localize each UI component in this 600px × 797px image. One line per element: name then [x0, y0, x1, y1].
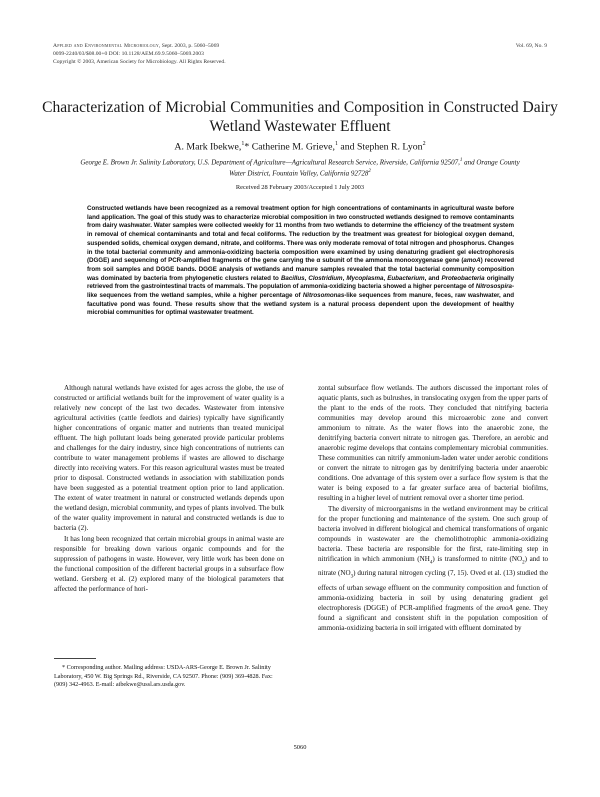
journal-name: Applied and Environmental Microbiology [53, 43, 159, 49]
journal-header [53, 42, 547, 67]
body-paragraph: zontal subsurface flow wetlands. The authors discussed the important roles of aquatic plants, such as bulrushes, in translocating oxygen from the upper parts of the plant to the ends of the roots. They concluded that nitrifying bacteria communities may develop around this microaerobic zone and convert ammonium to nitrate. As the water flows into the anaerobic zone, the denitrifying bacteria convert nitrate to nitrogen gas. Therefore, an aerobic and anaerobic regime develops that contains complementary microbial communities. These communities can nitrify ammonium-laden water under aerobic conditions or convert the nitrate to nitrogen gas by denitrifying bacteria under anaerobic conditions. One advantage of this system over a surface flow system is that the water is being exposed to a far greater surface area of bacterial biofilms, resulting in a higher level of nutrient removal over a shorter time period. [318, 384, 548, 502]
body-column-left [54, 383, 284, 594]
corresponding-author-footnote: * Corresponding author. Mailing address: USDA-ARS-George E. Brown Jr. Salinity Laboratory, 450 W. Big Springs Rd., Riverside, CA 92507. Phone: (909) 369-4828. Fax: (909) 342-4963. E-mail: aibekwe@ussl.ars.usda.gov. [54, 664, 273, 688]
received-date: Received 28 February 2003/Accepted 1 July 2003 [235, 184, 365, 191]
affiliation: George E. Brown Jr. Salinity Laboratory, U.S. Department of Agriculture—Agricultural Research Service, Riverside, California 92507,$^1$ and Orange County Water District, Fountain Valley, California 92728$^2$ [80, 158, 520, 178]
footnote-divider [54, 658, 96, 659]
citation: , Sept. 2003, p. 5060–5069 [158, 43, 220, 49]
copyright: Copyright © 2003, American Society for Microbiology. All Rights Reserved. [53, 59, 226, 66]
page-number: 5060 [293, 744, 307, 751]
body-column-right [318, 383, 548, 633]
body-paragraph: Although natural wetlands have existed for ages across the globe, the use of constructed or artificial wetlands built for the improvement of water quality is a relatively new concept of the last two decades. Wastewater from intensive agricultural activities (cattle feedlots and dairies) typically have significantly higher concentrations of organic matter and nutrients than treated municipal effluent. The high pollutant loads being generated provide particular problems and challenges for the dairy industry, since high concentrations of nutrients can contribute to water management problems if wastes are allowed to discharge directly into receiving waters. For this reason agricultural wastes must be treated prior to disposal. Constructed wetlands in association with stabilization ponds have been suggested as a potential treatment option prior to land application. The extent of water treatment in natural or constructed wetlands depends upon the wetland design, microbial community, and types of plants involved. The bulk of the water quality improvement in natural and constructed wetlands is due to bacteria (2). [54, 384, 284, 532]
volume-issue: Vol. 69, No. 9 [515, 43, 547, 49]
article-title: Characterization of Microbial Communities and Composition in Constructed Dairy Wetland Wastewater Effluent [42, 99, 558, 135]
body-paragraph: It has long been recognized that certain microbial groups in animal waste are responsible for breaking down various organic compounds and for the suppression of pathogens in waste. However, very little work has been done on the functional composition of the different bacterial groups in a subsurface flow wetland. Gersberg et al. (2) explored many of the biological parameters that affected the performance of hori- [54, 535, 284, 593]
authors: A. Mark Ibekwe,$^1$* Catherine M. Grieve,$^1$ and Stephen R. Lyon$^2$ [174, 141, 426, 153]
issn-doi: 0099-2240/03/$08.00+0 DOI: 10.1128/AEM.69.9.5060–5069.2003 [53, 51, 204, 58]
body-paragraph: The diversity of microorganisms in the wetland environment may be critical for the proper functioning and maintenance of the system. One such group of bacteria involved in different biological and chemical transformations of organic compounds in wastewater are the chemolithotrophic ammonia-oxidizing bacteria. These bacteria are responsible for the first, rate-limiting step in nitrification in which ammonium $(NH_4)$ is transformed to nitrite $(NO_2)$ and to nitrate $(NO_3)$ during natural nitrogen cycling (7, 15). Oved et al. (13) studied the effects of urban sewage effluent on the community composition and function of ammonia-oxidizing bacteria in soil by using denaturing gradient gel electrophoresis (DGGE) of PCR-amplified fragments of the amoA gene. They found a significant and consistent shift in the population composition of ammonia-oxidizing bacteria in soil irrigated with effluent dominated by [318, 505, 549, 632]
abstract: Constructed wetlands have been recognized as a removal treatment option for high concentrations of contaminants in agricultural waste before land application. The goal of this study was to characterize microbial composition in two constructed wetlands designed to remove contaminants from dairy washwater. Water samples were collected weekly for 11 months from two wetlands to determine the efficiency of the treatment system in removal of chemical contaminants and total and fecal coliforms. The reduction by the treatment was greatest for biological oxygen demand, suspended solids, chemical oxygen demand, nitrate, and coliforms. There was only moderate removal of total nitrogen and phosphorus. Changes in the total bacterial community and ammonia-oxidizing bacteria composition were examined by using denaturing gradient gel electrophoresis (DGGE) and sequencing of PCR-amplified fragments of the gene carrying the α subunit of the ammonia monooxygenase gene (amoA) recovered from soil samples and DGGE bands. DGGE analysis of wetlands and manure samples revealed that the total bacterial community composition was dominated by bacteria from phylogenetic clusters related to Bacillus, Clostridium, Mycoplasma, Eubacterium, and Proteobacteria originally retrieved from the gastrointestinal tracts of mammals. The population of ammonia-oxidizing bacteria showed a higher percentage of Nitrosospira-like sequences from the wetland samples, while a higher percentage of Nitrosomonas-like sequences from manure, feces, raw washwater, and facultative pond was found. These results show that the wetland system is a natural process dependent upon the development of healthy microbial communities for optimal wastewater treatment. [87, 205, 514, 317]
journal-citation-line [53, 42, 547, 50]
